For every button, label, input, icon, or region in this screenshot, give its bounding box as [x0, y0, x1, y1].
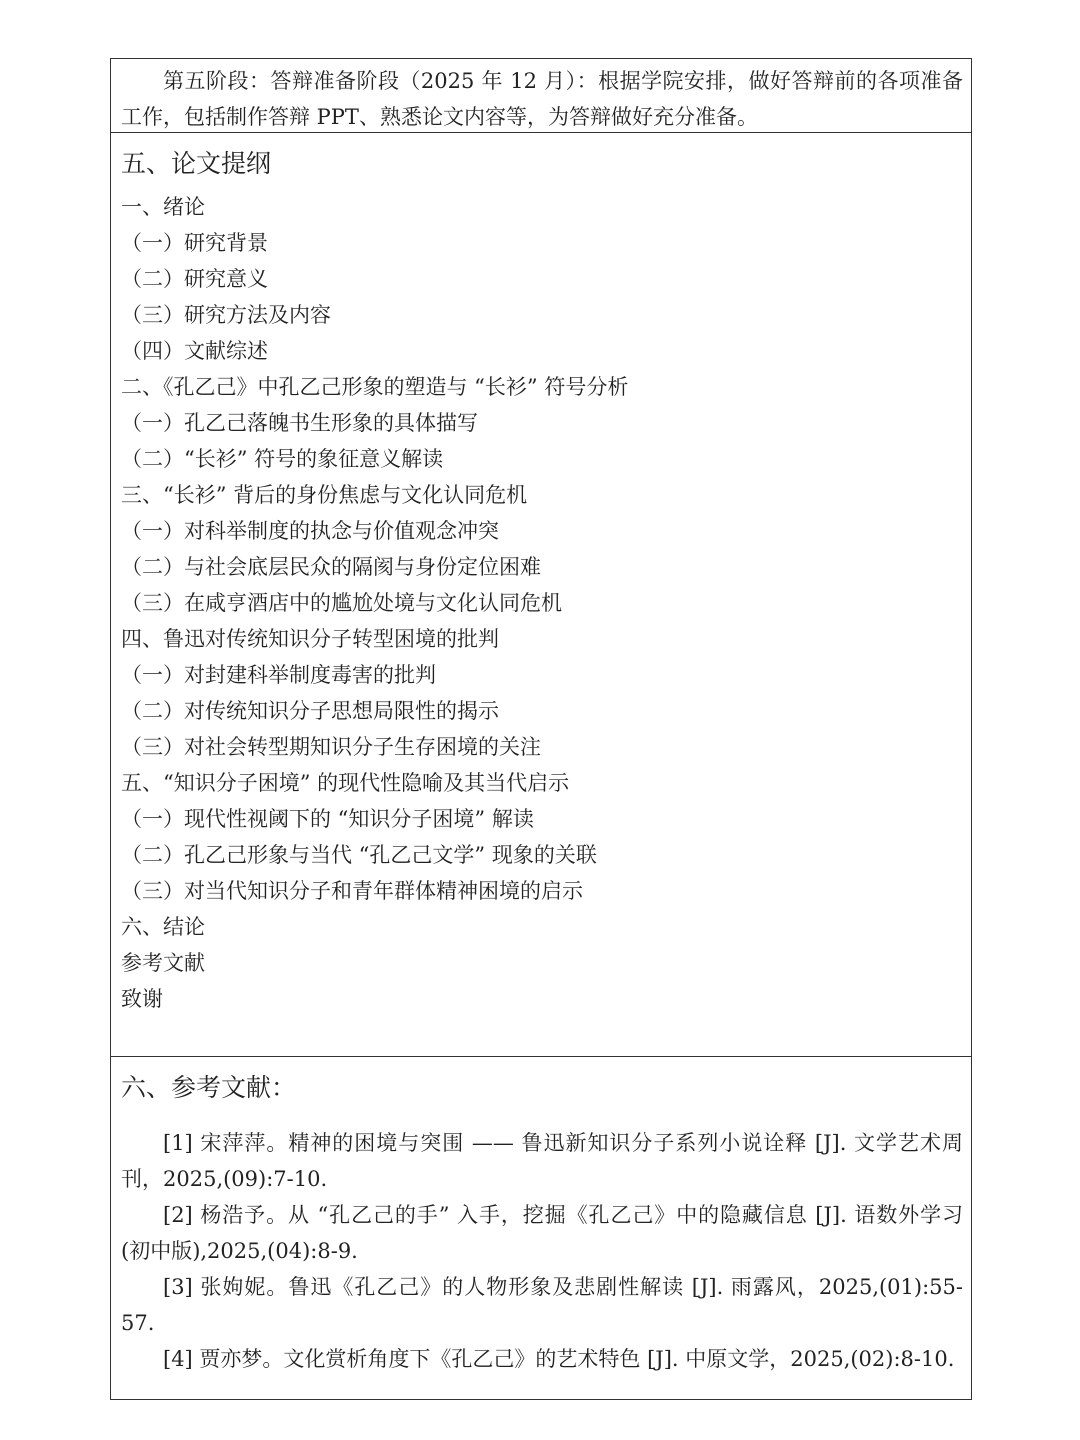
outline-item: 二、《孔乙己》中孔乙己形象的塑造与 “长衫” 符号分析: [121, 375, 629, 399]
outline-item: （二）对传统知识分子思想局限性的揭示: [121, 699, 499, 723]
outline-item: 致谢: [121, 987, 163, 1011]
outline-item: （三）对社会转型期知识分子生存困境的关注: [121, 735, 541, 759]
outline-item: 六、结论: [121, 915, 205, 939]
outline-item: （一）对封建科举制度毒害的批判: [121, 663, 436, 687]
outline-item: （三）研究方法及内容: [121, 303, 331, 327]
references-list: [121, 1125, 963, 1377]
outline-item: 五、“知识分子困境” 的现代性隐喻及其当代启示: [121, 771, 570, 795]
outline-item: （二）“长衫” 符号的象征意义解读: [121, 447, 444, 471]
outline-title: 五、论文提纲: [121, 149, 272, 178]
outline-item: （二）研究意义: [121, 267, 268, 291]
reference-item: [2] 杨浩予。从 “孔乙己的手” 入手，挖掘《孔乙己》中的隐藏信息 [J]. 语数外学习 (初中版),2025,(04):8-9.: [121, 1203, 963, 1263]
outline-item: （一）现代性视阈下的 “知识分子困境” 解读: [121, 807, 534, 831]
outline-item: （二）孔乙己形象与当代 “孔乙己文学” 现象的关联: [121, 843, 597, 867]
references-title: 六、参考文献：: [121, 1073, 297, 1102]
outline-item: 四、鲁迅对传统知识分子转型困境的批判: [121, 627, 499, 651]
stage-five-section: [111, 59, 971, 133]
outline-item: （三）在咸亨酒店中的尴尬处境与文化认同危机: [121, 591, 562, 615]
stage-five-text: 第五阶段：答辩准备阶段（2025 年 12 月）：根据学院安排，做好答辩前的各项准备工作，包括制作答辩 PPT、熟悉论文内容等，为答辩做好充分准备。: [121, 69, 963, 129]
outline-item: 三、“长衫” 背后的身份焦虑与文化认同危机: [121, 483, 528, 507]
outline-list: [121, 189, 963, 1017]
outline-item: （一）研究背景: [121, 231, 268, 255]
outline-item: （三）对当代知识分子和青年群体精神困境的启示: [121, 879, 583, 903]
outline-item: （一）孔乙己落魄书生形象的具体描写: [121, 411, 478, 435]
outline-item: （二）与社会底层民众的隔阂与身份定位困难: [121, 555, 541, 579]
outline-item: 一、绪论: [121, 195, 205, 219]
outline-item: （一）对科举制度的执念与价值观念冲突: [121, 519, 499, 543]
reference-item: [4] 贾亦梦。文化赏析角度下《孔乙己》的艺术特色 [J]. 中原文学，2025,(02):8-10.: [163, 1347, 955, 1371]
proposal-table: [110, 58, 972, 1400]
reference-item: [3] 张姁妮。鲁迅《孔乙己》的人物形象及悲剧性解读 [J]. 雨露风，2025,(01):55-57.: [121, 1275, 963, 1335]
references-section: [111, 1057, 971, 1399]
thesis-outline-section: [111, 133, 971, 1057]
outline-item: （四）文献综述: [121, 339, 268, 363]
reference-item: [1] 宋萍萍。精神的困境与突围 —— 鲁迅新知识分子系列小说诠释 [J]. 文学艺术周刊，2025,(09):7-10.: [121, 1131, 963, 1191]
outline-item: 参考文献: [121, 951, 205, 975]
